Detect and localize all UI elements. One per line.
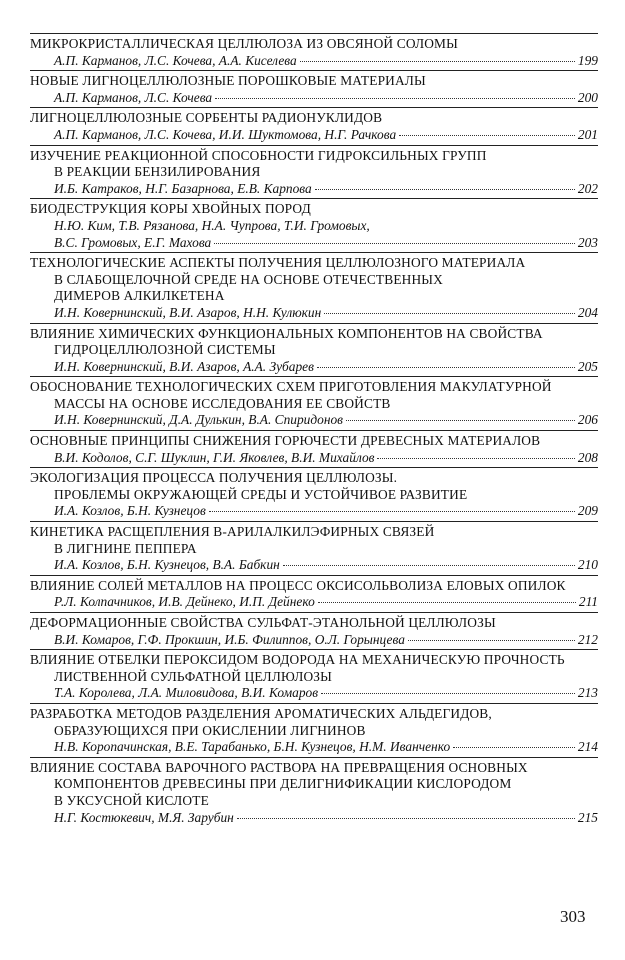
entry-page-number: 211 — [578, 594, 598, 610]
entry-authors-row — [30, 305, 598, 322]
entry-authors-row — [30, 412, 598, 429]
toc-entry — [30, 575, 598, 612]
entry-authors-line: А.П. Карманов, Л.С. Кочева — [54, 89, 213, 105]
dot-leader — [214, 243, 575, 244]
toc-entry — [30, 107, 598, 144]
toc-entry — [30, 521, 598, 575]
entry-title-line: ДЕФОРМАЦИОННЫЕ СВОЙСТВА СУЛЬФАТ-ЭТАНОЛЬНОЙ ЦЕЛЛЮЛОЗЫ — [30, 615, 496, 630]
entry-authors-row — [30, 90, 598, 107]
entry-authors-line: И.А. Козлов, Б.Н. Кузнецов, В.А. Бабкин — [54, 557, 280, 573]
dot-leader — [321, 693, 575, 694]
dot-leader — [317, 367, 575, 368]
entry-title-line: ВЛИЯНИЕ СОЛЕЙ МЕТАЛЛОВ НА ПРОЦЕСС ОКСИСОЛЬВОЛИЗА ЕЛОВЫХ ОПИЛОК — [30, 577, 566, 593]
entry-authors-line: И.Н. Ковернинский, В.И. Азаров, А.А. Зубарев — [54, 358, 314, 374]
entry-title-line: ВЛИЯНИЕ СОСТАВА ВАРОЧНОГО РАСТВОРА НА ПРЕВРАЩЕНИЯ ОСНОВНЫХ — [30, 759, 528, 775]
dot-leader — [377, 458, 574, 459]
entry-authors-line: Т.А. Королева, Л.А. Миловидова, В.И. Комаров — [54, 685, 319, 701]
toc-entry — [30, 757, 598, 827]
entry-page-number: 206 — [577, 412, 598, 428]
entry-authors-row — [30, 359, 598, 376]
entry-authors-line: А.П. Карманов, Л.С. Кочева, И.И. Шуктомова, Н.Г. Рачкова — [54, 126, 397, 142]
entry-authors-row — [30, 632, 598, 649]
toc-entry — [30, 323, 598, 377]
dot-leader — [283, 565, 575, 566]
entry-title-line: РАЗРАБОТКА МЕТОДОВ РАЗДЕЛЕНИЯ АРОМАТИЧЕСКИХ АЛЬДЕГИДОВ, — [30, 705, 492, 721]
entry-authors-row — [30, 235, 598, 252]
entry-title-line: КОМПОНЕНТОВ ДРЕВЕСИНЫ ПРИ ДЕЛИГНИФИКАЦИИ КИСЛОРОДОМ — [54, 776, 512, 792]
entry-title-line: В РЕАКЦИИ БЕНЗИЛИРОВАНИЯ — [54, 164, 261, 180]
entry-authors-line: Р.Л. Колпачников, И.В. Дейнеко, И.П. Дейнеко — [54, 594, 315, 610]
entry-authors-line: Н.Г. Костюкевич, М.Я. Зарубин — [54, 809, 234, 825]
entry-title-line: В СЛАБОЩЕЛОЧНОЙ СРЕДЕ НА ОСНОВЕ ОТЕЧЕСТВЕННЫХ — [54, 271, 443, 287]
dot-leader — [399, 135, 575, 136]
entry-page-number: 200 — [577, 89, 598, 105]
entry-title-line: В ЛИГНИНЕ ПЕППЕРА — [54, 540, 197, 556]
entry-authors-row — [30, 53, 598, 70]
entry-title-line: НОВЫЕ ЛИГНОЦЕЛЛЮЛОЗНЫЕ ПОРОШКОВЫЕ МАТЕРИАЛЫ — [30, 73, 426, 89]
entry-authors-row — [30, 557, 598, 574]
entry-authors-line: А.П. Карманов, Л.С. Кочева, А.А. Киселева — [54, 52, 297, 68]
toc-entry — [30, 33, 598, 70]
entry-authors-row — [30, 810, 598, 827]
entry-page-number: 199 — [577, 52, 598, 68]
entry-authors-row — [30, 685, 598, 702]
dot-leader — [300, 61, 575, 62]
entry-page-number: 212 — [577, 631, 598, 647]
entry-page-number: 208 — [577, 449, 598, 465]
dot-leader — [315, 189, 575, 190]
dot-leader — [324, 313, 575, 314]
entry-authors-row — [30, 127, 598, 144]
entry-page-number: 201 — [577, 126, 598, 142]
toc-entry — [30, 376, 598, 430]
toc-entry — [30, 145, 598, 199]
entry-title-line: ГИДРОЦЕЛЛЮЛОЗНОЙ СИСТЕМЫ — [54, 342, 276, 358]
entry-authors-line: И.Н. Ковернинский, В.И. Азаров, Н.Н. Кулюкин — [54, 304, 322, 320]
entry-authors-line: И.А. Козлов, Б.Н. Кузнецов — [54, 503, 206, 519]
entry-authors-line: И.Б. Катраков, Н.Г. Базарнова, Е.В. Карпова — [54, 180, 312, 196]
dot-leader — [215, 98, 575, 99]
toc-entry — [30, 252, 598, 322]
entry-page-number: 213 — [577, 685, 598, 701]
entry-title-line: В УКСУСНОЙ КИСЛОТЕ — [54, 792, 209, 808]
toc-entry — [30, 703, 598, 757]
entry-authors-line: Н.В. Коропачинская, В.Е. Тарабанько, Б.Н. Кузнецов, Н.М. Иванченко — [54, 739, 451, 755]
entry-authors-line: В.И. Комаров, Г.Ф. Прокшин, И.Б. Филиппов, О.Л. Горынцева — [54, 631, 405, 647]
entry-title-line: ЭКОЛОГИЗАЦИЯ ПРОЦЕССА ПОЛУЧЕНИЯ ЦЕЛЛЮЛОЗЫ. — [30, 470, 398, 486]
entry-page-number: 215 — [577, 809, 598, 825]
toc-entry — [30, 612, 598, 649]
dot-leader — [346, 420, 575, 421]
entry-title-line: ОБОСНОВАНИЕ ТЕХНОЛОГИЧЕСКИХ СХЕМ ПРИГОТОВЛЕНИЯ МАКУЛАТУРНОЙ — [30, 379, 552, 395]
toc-entry — [30, 430, 598, 467]
entry-title-line: ПРОБЛЕМЫ ОКРУЖАЮЩЕЙ СРЕДЫ И УСТОЙЧИВОЕ РАЗВИТИЕ — [54, 486, 468, 502]
dot-leader — [318, 602, 576, 603]
entry-title-line: ОСНОВНЫЕ ПРИНЦИПЫ СНИЖЕНИЯ ГОРЮЧЕСТИ ДРЕВЕСНЫХ МАТЕРИАЛОВ — [30, 433, 541, 449]
dot-leader — [237, 818, 575, 819]
entry-authors-row — [30, 594, 598, 611]
entry-page-number: 205 — [577, 358, 598, 374]
entry-title-line: ВЛИЯНИЕ ОТБЕЛКИ ПЕРОКСИДОМ ВОДОРОДА НА МЕХАНИЧЕСКУЮ ПРОЧНОСТЬ — [30, 652, 565, 668]
entry-authors-line: Н.Ю. Ким, Т.В. Рязанова, Н.А. Чупрова, Т.И. Громовых, — [54, 217, 370, 233]
entry-title-line: МИКРОКРИСТАЛЛИЧЕСКАЯ ЦЕЛЛЮЛОЗА ИЗ ОВСЯНОЙ СОЛОМЫ — [30, 36, 458, 51]
entry-authors-row — [30, 450, 598, 467]
entry-title-line: ЛИСТВЕННОЙ СУЛЬФАТНОЙ ЦЕЛЛЮЛОЗЫ — [54, 668, 332, 684]
table-of-contents — [30, 33, 598, 827]
entry-title-line: КИНЕТИКА РАСЩЕПЛЕНИЯ В-АРИЛАЛКИЛЭФИРНЫХ СВЯЗЕЙ — [30, 524, 435, 540]
toc-entry — [30, 198, 598, 252]
entry-authors-line: В.И. Кодолов, С.Г. Шуклин, Г.И. Яковлев, В.И. Михайлов — [54, 449, 375, 465]
entry-authors-row — [30, 181, 598, 198]
page-number: 303 — [560, 907, 586, 926]
dot-leader — [209, 511, 575, 512]
entry-authors-row — [30, 503, 598, 520]
entry-authors-row — [30, 739, 598, 756]
entry-title-line: ТЕХНОЛОГИЧЕСКИЕ АСПЕКТЫ ПОЛУЧЕНИЯ ЦЕЛЛЮЛОЗНОГО МАТЕРИАЛА — [30, 255, 526, 271]
dot-leader — [453, 747, 575, 748]
entry-title-line: ОБРАЗУЮЩИХСЯ ПРИ ОКИСЛЕНИИ ЛИГНИНОВ — [54, 722, 366, 738]
entry-page-number: 202 — [577, 180, 598, 196]
entry-page-number: 203 — [577, 234, 598, 250]
dot-leader — [408, 640, 575, 641]
entry-authors-line: И.Н. Ковернинский, Д.А. Дулькин, В.А. Спиридонов — [54, 412, 343, 428]
entry-page-number: 209 — [577, 503, 598, 519]
entry-title-line: ВЛИЯНИЕ ХИМИЧЕСКИХ ФУНКЦИОНАЛЬНЫХ КОМПОНЕНТОВ НА СВОЙСТВА — [30, 325, 543, 341]
toc-entry — [30, 467, 598, 521]
toc-entry — [30, 649, 598, 703]
toc-entry — [30, 70, 598, 107]
entry-title-line: ИЗУЧЕНИЕ РЕАКЦИОННОЙ СПОСОБНОСТИ ГИДРОКСИЛЬНЫХ ГРУПП — [30, 147, 487, 163]
entry-page-number: 204 — [577, 304, 598, 320]
entry-page-number: 214 — [577, 739, 598, 755]
entry-title-line: ДИМЕРОВ АЛКИЛКЕТЕНА — [54, 288, 225, 304]
entry-title-line: МАССЫ НА ОСНОВЕ ИССЛЕДОВАНИЯ ЕЕ СВОЙСТВ — [54, 395, 391, 411]
entry-page-number: 210 — [577, 557, 598, 573]
entry-title-line: БИОДЕСТРУКЦИЯ КОРЫ ХВОЙНЫХ ПОРОД — [30, 201, 311, 217]
entry-title-line: ЛИГНОЦЕЛЛЮЛОЗНЫЕ СОРБЕНТЫ РАДИОНУКЛИДОВ — [30, 110, 383, 126]
entry-authors-line: В.С. Громовых, Е.Г. Махова — [54, 234, 212, 250]
